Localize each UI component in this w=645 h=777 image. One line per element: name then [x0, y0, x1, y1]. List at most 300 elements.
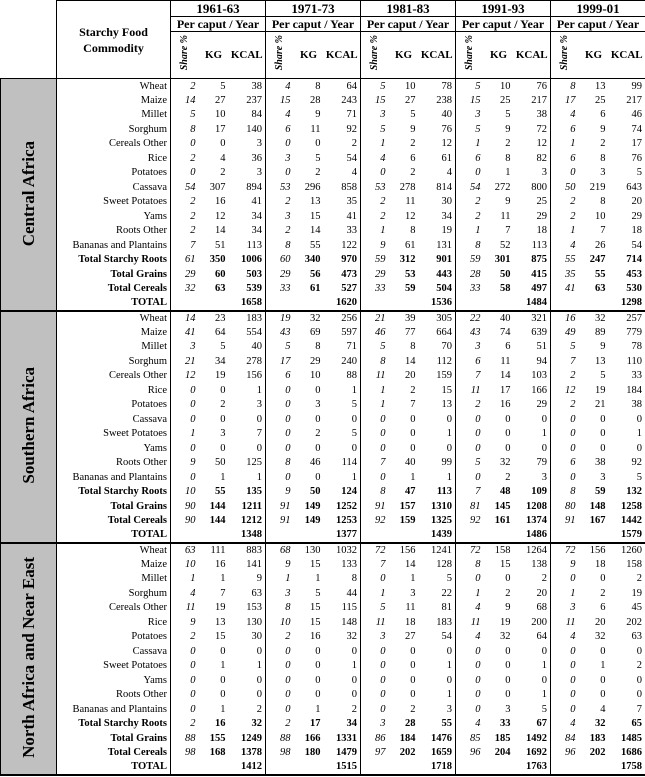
total-kcal-cell: 1439 — [419, 528, 456, 543]
share-percent-cell: 0 — [266, 412, 294, 427]
kcal-cell: 714 — [609, 253, 645, 268]
kcal-cell: 125 — [246, 457, 262, 469]
share-percent-cell: 2 — [361, 195, 389, 210]
share-percent-cell: 0 — [266, 383, 294, 398]
subtotal-row — [1, 485, 645, 500]
share-percent-cell: 3 — [361, 630, 389, 645]
kcal-cell: 527 — [341, 283, 357, 295]
kg-cell: 0 — [220, 689, 226, 701]
kcal-cell: 122 — [341, 239, 357, 251]
kg-cell: 0 — [315, 413, 321, 425]
share-percent-cell — [266, 296, 294, 311]
share-percent-cell: 0 — [456, 659, 484, 674]
share-percent-cell: 11 — [171, 601, 199, 616]
commodity-label: Total Grains — [57, 267, 171, 282]
share-percent-cell — [171, 296, 199, 311]
share-percent-cell: 8 — [171, 122, 199, 137]
kg-cell: 15 — [310, 210, 321, 222]
share-percent-cell: 0 — [266, 644, 294, 659]
region-name: Southern Africa — [19, 367, 38, 484]
kg-cell: 19 — [215, 370, 226, 382]
table-row — [1, 369, 645, 384]
share-percent-cell: 22 — [456, 311, 484, 326]
total-kcal-cell: 1348 — [229, 528, 266, 543]
kg-cell: 3 — [220, 428, 226, 440]
kcal-cell: 1310 — [431, 500, 452, 512]
kg-cell: 14 — [405, 355, 416, 367]
kg-cell: 0 — [410, 674, 416, 686]
kg-cell: 8 — [600, 196, 606, 208]
kcal-cell: 1378 — [241, 747, 262, 759]
share-percent-cell: 2 — [551, 369, 579, 384]
kcal-cell: 0 — [446, 413, 452, 425]
share-percent-cell: 1 — [456, 586, 484, 601]
kcal-cell: 0 — [609, 441, 645, 456]
kg-cell: 40 — [500, 312, 511, 324]
kg-cell: 0 — [600, 674, 606, 686]
share-percent-cell: 97 — [361, 746, 389, 761]
share-percent-header: Share % — [559, 35, 571, 71]
share-percent-cell: 2 — [171, 717, 199, 732]
kcal-cell: 1 — [351, 384, 357, 396]
table-row — [1, 601, 645, 616]
kcal-cell: 1249 — [241, 732, 262, 744]
kcal-cell: 34 — [251, 210, 262, 222]
commodity-label: Wheat — [57, 543, 171, 558]
commodity-label: Roots Other — [57, 688, 171, 703]
kg-cell — [579, 528, 609, 543]
kcal-cell: 473 — [341, 268, 357, 280]
per-caput-header: Per caput / Year — [551, 17, 645, 32]
kg-cell: 15 — [215, 631, 226, 643]
commodity-label: Wheat — [57, 79, 171, 94]
kg-cell: 0 — [410, 428, 416, 440]
share-percent-cell: 96 — [456, 746, 484, 761]
kg-cell: 7 — [600, 225, 606, 237]
kg-cell: 272 — [494, 181, 511, 193]
kg-cell: 47 — [405, 486, 416, 498]
kg-cell: 50 — [310, 486, 321, 498]
kcal-cell: 7 — [256, 428, 262, 440]
kg-cell: 5 — [315, 587, 321, 599]
kcal-cell: 44 — [346, 587, 357, 599]
kcal-cell: 643 — [609, 180, 645, 195]
commodity-label: Sweet Potatoes — [57, 427, 171, 442]
kcal-cell: 1 — [256, 471, 262, 483]
kg-cell: 50 — [500, 268, 511, 280]
share-percent-cell: 0 — [551, 702, 579, 717]
per-caput-header: Per caput / Year — [361, 17, 456, 32]
kg-cell: 7 — [410, 399, 416, 411]
share-percent-cell: 0 — [361, 412, 389, 427]
kg-cell: 10 — [500, 80, 511, 92]
table-row — [1, 427, 645, 442]
kg-cell: 130 — [304, 544, 321, 556]
kg-cell: 14 — [215, 225, 226, 237]
kg-header: KG — [389, 32, 419, 79]
kg-cell: 9 — [505, 196, 511, 208]
share-percent-cell: 54 — [171, 180, 199, 195]
share-percent-cell: 91 — [361, 499, 389, 514]
kcal-cell: 33 — [346, 225, 357, 237]
share-percent-cell: 0 — [456, 673, 484, 688]
kcal-cell: 0 — [609, 412, 645, 427]
kg-cell: 180 — [304, 747, 321, 759]
table-row — [1, 238, 645, 253]
share-percent-cell: 0 — [456, 427, 484, 442]
kg-cell: 7 — [220, 587, 226, 599]
kcal-cell: 0 — [351, 689, 357, 701]
kg-cell: 58 — [500, 283, 511, 295]
share-percent-cell: 0 — [551, 470, 579, 485]
share-percent-cell: 5 — [456, 79, 484, 94]
kcal-cell: 1211 — [241, 500, 262, 512]
share-percent-cell: 0 — [361, 673, 389, 688]
kcal-cell: 1 — [256, 660, 262, 672]
total-kcal-cell: 1515 — [324, 760, 361, 775]
kcal-cell: 40 — [441, 109, 452, 121]
share-percent-cell: 8 — [551, 79, 579, 94]
share-percent-cell: 11 — [361, 615, 389, 630]
kcal-cell: 0 — [541, 645, 547, 657]
kg-cell: 17 — [310, 718, 321, 730]
share-percent-cell: 4 — [551, 630, 579, 645]
commodity-label: Sweet Potatoes — [57, 195, 171, 210]
kg-cell: 0 — [315, 674, 321, 686]
kg-cell: 23 — [215, 312, 226, 324]
kcal-cell: 158 — [609, 557, 645, 572]
share-percent-cell: 3 — [266, 209, 294, 224]
share-percent-cell: 60 — [266, 253, 294, 268]
kcal-cell: 0 — [541, 413, 547, 425]
share-percent-cell: 0 — [266, 688, 294, 703]
commodity-label: Maize — [57, 93, 171, 108]
kg-cell: 15 — [500, 558, 511, 570]
kg-cell: 0 — [600, 428, 606, 440]
share-percent-cell: 0 — [361, 702, 389, 717]
region-name: North Africa and Near East — [19, 557, 38, 758]
share-percent-header-cell — [456, 32, 484, 79]
kcal-cell: 554 — [246, 326, 262, 338]
kcal-cell: 5 — [609, 470, 645, 485]
table-row — [1, 209, 645, 224]
share-percent-cell: 8 — [456, 238, 484, 253]
kg-cell: 168 — [209, 747, 226, 759]
share-percent-cell: 4 — [361, 151, 389, 166]
commodity-label: Total Cereals — [57, 746, 171, 761]
kg-cell: 219 — [589, 181, 606, 193]
kg-cell: 12 — [215, 210, 226, 222]
share-percent-cell: 6 — [551, 456, 579, 471]
share-percent-cell: 3 — [361, 717, 389, 732]
kg-cell: 55 — [215, 486, 226, 498]
share-percent-cell: 88 — [266, 731, 294, 746]
share-percent-cell: 0 — [456, 572, 484, 587]
kg-cell: 8 — [600, 152, 606, 164]
share-percent-cell: 0 — [266, 137, 294, 152]
table-row — [1, 224, 645, 239]
commodity-label: Bananas and Plantains — [57, 702, 171, 717]
kg-cell: 5 — [505, 109, 511, 121]
kg-cell: 0 — [315, 689, 321, 701]
total-kcal-cell: 1412 — [229, 760, 266, 775]
kg-cell: 10 — [595, 210, 606, 222]
kcal-cell: 278 — [246, 355, 262, 367]
kg-cell: 183 — [589, 732, 606, 744]
kcal-cell: 0 — [446, 674, 452, 686]
kg-cell: 0 — [505, 573, 511, 585]
share-percent-cell: 0 — [171, 644, 199, 659]
kg-cell: 0 — [315, 384, 321, 396]
share-percent-cell: 17 — [266, 354, 294, 369]
kg-cell — [389, 296, 419, 311]
kcal-cell: 0 — [351, 413, 357, 425]
kg-cell: 312 — [399, 254, 416, 266]
share-percent-cell: 9 — [171, 456, 199, 471]
share-percent-cell: 0 — [456, 644, 484, 659]
share-percent-cell: 12 — [171, 369, 199, 384]
kg-cell: 0 — [600, 442, 606, 454]
kg-cell: 16 — [310, 631, 321, 643]
kcal-cell: 0 — [256, 442, 262, 454]
kg-cell: 1 — [410, 573, 416, 585]
kg-cell: 0 — [220, 413, 226, 425]
kg-cell: 2 — [410, 703, 416, 715]
kcal-cell: 1264 — [526, 544, 547, 556]
share-percent-cell: 8 — [266, 456, 294, 471]
kcal-cell: 2 — [609, 659, 645, 674]
kcal-cell: 875 — [531, 254, 547, 266]
kcal-cell: 51 — [536, 341, 547, 353]
kg-cell: 156 — [399, 544, 416, 556]
kcal-cell: 1479 — [336, 747, 357, 759]
share-percent-header: Share % — [369, 35, 381, 71]
kcal-cell: 140 — [246, 123, 262, 135]
kg-cell: 32 — [500, 457, 511, 469]
share-percent-cell: 1 — [361, 137, 389, 152]
commodity-label: Rice — [57, 383, 171, 398]
kg-cell: 13 — [595, 80, 606, 92]
kcal-cell: 453 — [609, 267, 645, 282]
kcal-cell: 1492 — [526, 732, 547, 744]
share-percent-cell: 0 — [456, 412, 484, 427]
kcal-header: KCAL — [609, 32, 645, 79]
kg-cell: 1 — [315, 703, 321, 715]
table-row — [1, 383, 645, 398]
kcal-cell: 1 — [446, 689, 452, 701]
commodity-label: Potatoes — [57, 630, 171, 645]
kg-header: KG — [199, 32, 229, 79]
kg-cell: 1 — [410, 471, 416, 483]
kg-cell: 1 — [220, 660, 226, 672]
share-percent-cell: 1 — [361, 398, 389, 413]
kcal-cell: 4 — [351, 167, 357, 179]
kg-cell: 0 — [410, 660, 416, 672]
kg-cell: 1 — [315, 573, 321, 585]
share-percent-cell: 1 — [456, 224, 484, 239]
share-percent-cell: 6 — [266, 369, 294, 384]
kcal-cell: 19 — [441, 225, 452, 237]
kg-cell: 64 — [215, 326, 226, 338]
kg-cell: 19 — [500, 616, 511, 628]
share-percent-cell: 2 — [171, 79, 199, 94]
share-percent-cell: 32 — [171, 282, 199, 297]
kcal-cell: 1 — [256, 384, 262, 396]
commodity-label: Roots Other — [57, 224, 171, 239]
share-percent-cell: 8 — [456, 557, 484, 572]
share-percent-cell: 5 — [266, 340, 294, 355]
kcal-cell: 202 — [609, 615, 645, 630]
per-caput-header: Per caput / Year — [456, 17, 551, 32]
kg-cell: 247 — [589, 254, 606, 266]
kg-cell: 25 — [500, 94, 511, 106]
kg-cell: 0 — [600, 689, 606, 701]
kcal-cell: 1241 — [431, 544, 452, 556]
kcal-cell: 138 — [531, 558, 547, 570]
subtotal-row — [1, 253, 645, 268]
share-percent-cell: 2 — [551, 209, 579, 224]
kg-cell: 46 — [310, 457, 321, 469]
kg-cell — [579, 760, 609, 775]
commodity-label: Cassava — [57, 644, 171, 659]
share-percent-cell: 0 — [171, 441, 199, 456]
share-percent-cell: 12 — [551, 383, 579, 398]
kg-cell: 61 — [310, 283, 321, 295]
table-row — [1, 311, 645, 326]
kcal-cell: 124 — [341, 486, 357, 498]
table-row — [1, 543, 645, 558]
share-percent-cell: 0 — [266, 702, 294, 717]
kcal-cell: 54 — [609, 238, 645, 253]
share-percent-cell: 91 — [266, 499, 294, 514]
kcal-cell: 8 — [351, 573, 357, 585]
kcal-cell: 99 — [609, 79, 645, 94]
kg-cell: 8 — [410, 225, 416, 237]
kcal-cell: 135 — [246, 486, 262, 498]
kcal-cell: 20 — [609, 195, 645, 210]
kcal-cell: 9 — [256, 573, 262, 585]
share-percent-cell: 2 — [266, 717, 294, 732]
kg-cell: 89 — [595, 326, 606, 338]
kcal-header: KCAL — [324, 32, 361, 79]
kg-cell: 6 — [600, 109, 606, 121]
kcal-cell: 74 — [609, 122, 645, 137]
commodity-label: Potatoes — [57, 166, 171, 181]
kcal-cell: 38 — [536, 109, 547, 121]
kg-cell: 69 — [310, 326, 321, 338]
kcal-cell: 530 — [609, 282, 645, 297]
share-percent-cell: 91 — [551, 514, 579, 529]
kg-cell: 27 — [405, 94, 416, 106]
share-percent-cell: 33 — [456, 282, 484, 297]
kcal-cell: 54 — [346, 152, 357, 164]
table-row — [1, 441, 645, 456]
kg-cell: 14 — [310, 225, 321, 237]
commodity-label: Cereals Other — [57, 369, 171, 384]
kcal-cell: 45 — [609, 601, 645, 616]
kcal-cell: 34 — [441, 210, 452, 222]
total-kcal-cell: 1298 — [609, 296, 645, 311]
kcal-cell: 664 — [436, 326, 452, 338]
kg-cell: 0 — [505, 674, 511, 686]
kcal-cell: 92 — [609, 456, 645, 471]
share-percent-cell: 61 — [171, 253, 199, 268]
kcal-cell: 184 — [609, 383, 645, 398]
kg-cell: 20 — [595, 616, 606, 628]
commodity-label: TOTAL — [57, 528, 171, 543]
kcal-cell: 79 — [536, 457, 547, 469]
kg-cell: 52 — [500, 239, 511, 251]
kg-cell: 11 — [310, 123, 321, 135]
kcal-cell: 3 — [541, 167, 547, 179]
kcal-cell: 18 — [536, 225, 547, 237]
commodity-label: Total Starchy Roots — [57, 253, 171, 268]
kg-cell: 14 — [405, 558, 416, 570]
kg-cell: 18 — [595, 558, 606, 570]
kg-cell: 15 — [310, 616, 321, 628]
table-row — [1, 137, 645, 152]
kcal-cell: 1374 — [526, 515, 547, 527]
commodity-label: Cassava — [57, 180, 171, 195]
kg-cell: 21 — [595, 399, 606, 411]
kg-cell: 0 — [505, 660, 511, 672]
region-label-cell — [1, 79, 57, 311]
kg-cell: 3 — [600, 471, 606, 483]
kg-cell: 3 — [410, 587, 416, 599]
kg-cell: 0 — [220, 384, 226, 396]
share-percent-cell: 90 — [171, 499, 199, 514]
kcal-cell: 639 — [531, 326, 547, 338]
period-header-row — [1, 1, 645, 17]
total-kcal-cell: 1658 — [229, 296, 266, 311]
kcal-cell: 76 — [441, 123, 452, 135]
kcal-header: KCAL — [514, 32, 551, 79]
share-percent-cell: 0 — [266, 441, 294, 456]
commodity-label: Potatoes — [57, 398, 171, 413]
kg-cell: 184 — [399, 732, 416, 744]
kcal-cell: 38 — [251, 80, 262, 92]
share-percent-header-cell — [266, 32, 294, 79]
share-percent-cell: 9 — [551, 557, 579, 572]
kg-cell: 5 — [220, 80, 226, 92]
kcal-cell: 15 — [441, 384, 452, 396]
kcal-cell: 88 — [346, 370, 357, 382]
kcal-cell: 0 — [446, 645, 452, 657]
kcal-cell: 1212 — [241, 515, 262, 527]
kcal-cell: 1 — [541, 689, 547, 701]
kcal-cell: 1208 — [526, 500, 547, 512]
share-percent-cell: 8 — [361, 485, 389, 500]
kcal-cell: 1253 — [336, 515, 357, 527]
commodity-label: Sorghum — [57, 122, 171, 137]
share-percent-cell: 92 — [361, 514, 389, 529]
kg-cell: 9 — [600, 341, 606, 353]
share-percent-cell: 2 — [171, 224, 199, 239]
share-percent-cell: 0 — [171, 383, 199, 398]
kg-header: KG — [294, 32, 324, 79]
kcal-cell: 5 — [446, 573, 452, 585]
kg-cell: 149 — [304, 515, 321, 527]
kcal-cell: 0 — [256, 413, 262, 425]
share-percent-header-cell — [551, 32, 579, 79]
kcal-cell: 257 — [609, 311, 645, 326]
total-kcal-cell: 1484 — [514, 296, 551, 311]
commodity-label: Yams — [57, 441, 171, 456]
kg-cell: 5 — [600, 370, 606, 382]
share-percent-cell: 3 — [266, 586, 294, 601]
share-percent-cell: 2 — [456, 398, 484, 413]
kcal-cell: 1032 — [336, 544, 357, 556]
